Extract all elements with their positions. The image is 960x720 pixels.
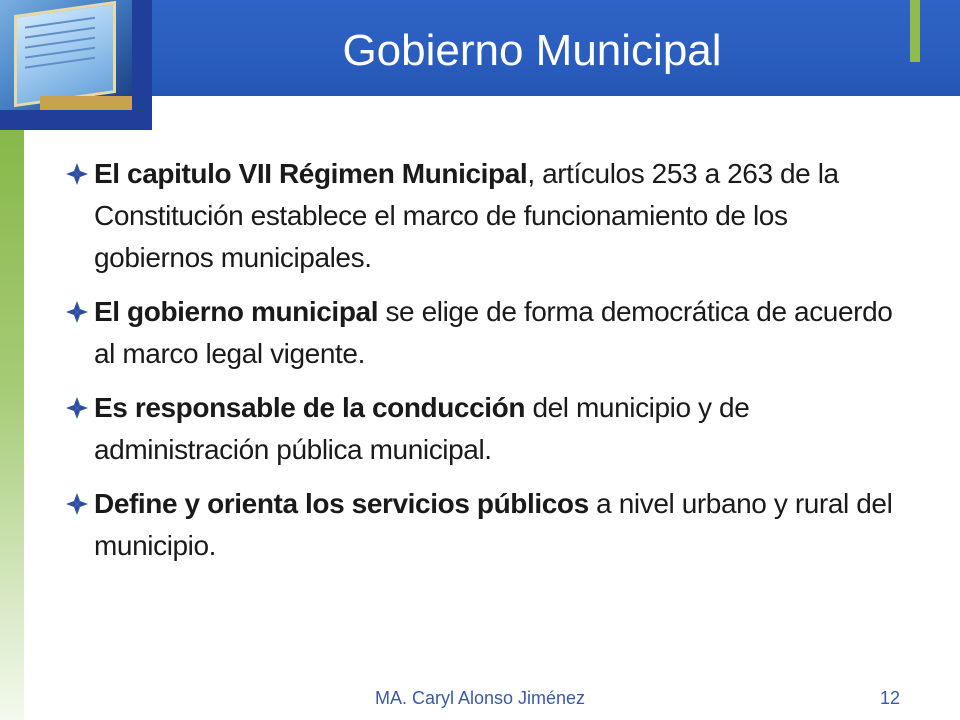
bullet-list bbox=[64, 153, 904, 579]
monitor-base-graphic bbox=[40, 96, 132, 110]
header-underline bbox=[152, 96, 960, 99]
monitor-screen-graphic bbox=[14, 1, 116, 107]
bullet-text: , artículos 253 a 263 de la Constitución establece el marco de funcionamiento de los gobiernos municipales. bbox=[94, 158, 839, 273]
bullet-text: del municipio y de administración pública municipal. bbox=[94, 392, 750, 465]
left-green-stripe bbox=[0, 130, 24, 720]
footer-author: MA. Caryl Alonso Jiménez bbox=[374, 688, 586, 708]
diamond-star-icon bbox=[66, 163, 88, 185]
diamond-star-icon bbox=[66, 397, 88, 419]
computer-screen-image bbox=[0, 0, 132, 110]
logo-frame bbox=[0, 0, 152, 130]
bullet-item bbox=[64, 387, 904, 471]
bullet-item bbox=[64, 153, 904, 279]
bullet-bold-text: El capitulo VII Régimen Municipal bbox=[94, 158, 528, 189]
bullet-text: a nivel urbano y rural del municipio. bbox=[94, 488, 893, 561]
bullet-item bbox=[64, 291, 904, 375]
slide-title: Gobierno Municipal bbox=[342, 26, 722, 75]
bullet-bold-text: Es responsable de la conducción bbox=[94, 392, 526, 423]
bullet-text: se elige de forma democrática de acuerdo al marco legal vigente. bbox=[94, 296, 893, 369]
bullet-bold-text: El gobierno municipal bbox=[94, 296, 379, 327]
diamond-star-icon bbox=[66, 493, 88, 515]
bullet-item bbox=[64, 483, 904, 567]
bullet-bold-text: Define y orienta los servicios públicos bbox=[94, 488, 589, 519]
diamond-star-icon bbox=[66, 301, 88, 323]
page-number: 12 bbox=[879, 688, 901, 708]
